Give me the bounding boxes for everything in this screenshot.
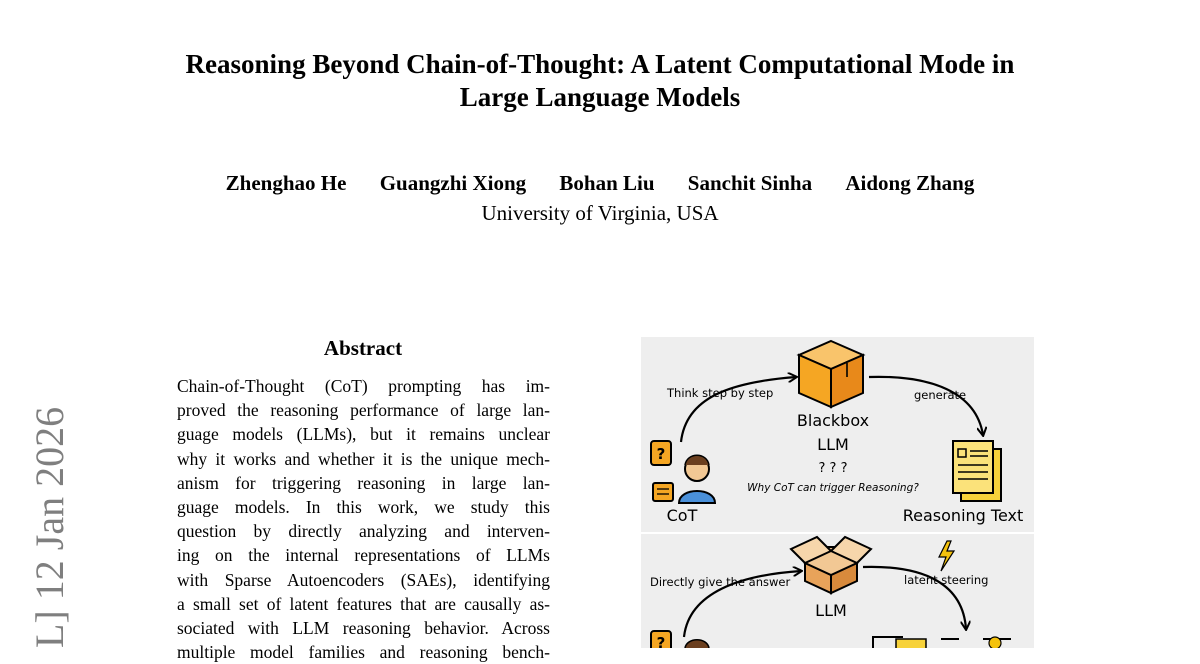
overview-figure <box>641 337 1034 648</box>
svg-text:?: ? <box>656 445 666 463</box>
llm-open-box-icon <box>791 537 871 593</box>
author-name: Zhenghao He <box>225 171 347 195</box>
cot-label: CoT <box>666 506 698 525</box>
affiliation: University of Virginia, USA <box>481 201 719 225</box>
abstract-line: why it works and whether it is the unique mech- <box>177 448 550 469</box>
latent-steering-label: latent steering <box>904 573 989 587</box>
bottom-question-icon <box>651 631 709 648</box>
title-line-1: Reasoning Beyond Chain-of-Thought: A Latent Computational Mode in <box>185 49 1015 79</box>
arxiv-stamp: L] 12 Jan 2026 <box>27 406 72 648</box>
abstract-line: question by directly analyzing and interven- <box>177 521 550 542</box>
abstract-line: ing on the internal representations of LLMs <box>177 545 550 566</box>
author-list <box>0 171 1200 196</box>
user-question-icon <box>651 441 715 503</box>
abstract-line: anism for triggering reasoning in large lan- <box>177 472 550 493</box>
llm-bottom-label: LLM <box>815 601 847 620</box>
paper-title <box>0 48 1200 114</box>
think-step-label: Think step by step <box>667 386 774 400</box>
direct-answer-label: Directly give the answer <box>650 575 791 589</box>
abstract-line: proved the reasoning performance of large lan- <box>177 400 550 421</box>
abstract-line: Chain-of-Thought (CoT) prompting has im- <box>177 376 550 396</box>
author-name: Guangzhi Xiong <box>379 171 527 195</box>
abstract-line: with Sparse Autoencoders (SAEs), identifying <box>177 569 550 590</box>
abstract-line: a small set of latent features that are causally as- <box>177 593 550 614</box>
svg-text:?: ? <box>656 634 666 648</box>
title-line-2: Large Language Models <box>459 82 741 112</box>
abstract-line: multiple model families and reasoning bench- <box>177 642 550 663</box>
author-name: Bohan Liu <box>559 171 655 195</box>
abstract-line: guage models. In this work, we study this <box>177 497 550 518</box>
question-marks: ? ? ? <box>818 461 848 476</box>
blackbox-llm-icon <box>799 341 863 407</box>
blackbox-label: Blackbox <box>796 411 870 430</box>
lightning-bolt-icon <box>939 541 954 571</box>
abstract-line: guage models (LLMs), but it remains unclear <box>177 424 550 445</box>
abstract-body <box>177 374 550 664</box>
generate-label: generate <box>914 388 967 402</box>
reasoning-text-icon <box>953 441 1001 501</box>
author-name: Sanchit Sinha <box>687 171 813 195</box>
figure-svg <box>641 337 1034 648</box>
bottom-output-icon <box>873 637 1011 648</box>
arrow-generate <box>869 377 983 435</box>
llm-label: LLM <box>817 435 849 454</box>
author-name: Aidong Zhang <box>845 171 975 195</box>
why-cot-text: Why CoT can trigger Reasoning? <box>747 482 919 494</box>
abstract-line: sociated with LLM reasoning behavior. Across <box>177 618 550 639</box>
reasoning-text-label: Reasoning Text <box>902 506 1024 525</box>
abstract-heading: Abstract <box>323 336 403 360</box>
